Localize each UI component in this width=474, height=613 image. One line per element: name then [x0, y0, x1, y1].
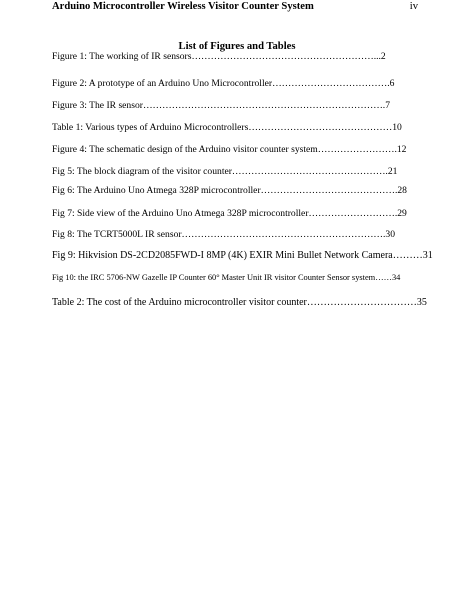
running-header-title: Arduino Microcontroller Wireless Visitor Counter System: [52, 1, 314, 12]
list-entry-fig-6: Fig 6: The Arduino Uno Atmega 328P microcontroller…………………………………….28: [52, 185, 407, 196]
list-entry-fig-8: Fig 8: The TCRT5000L IR sensor……………………………………………………….30: [52, 229, 396, 240]
list-entry-fig-10: Fig 10: the IRC 5706-NW Gazelle IP Counter 60° Master Unit IR visitor Counter Sensor system……34: [52, 273, 401, 282]
list-entry-figure-2: Figure 2: A prototype of an Arduino Uno Microcontroller……………………………….6: [52, 78, 395, 89]
list-entry-table-1: Table 1: Various types of Arduino Microcontrollers………………………………………10: [52, 122, 402, 133]
list-entry-figure-4: Figure 4: The schematic design of the Arduino visitor counter system…………………….12: [52, 144, 407, 155]
list-entry-fig-7: Fig 7: Side view of the Arduino Uno Atmega 328P microcontroller……………………….29: [52, 208, 407, 219]
list-of-figures-title: List of Figures and Tables: [178, 41, 296, 52]
list-entry-fig-5: Fig 5: The block diagram of the visitor counter………………………………………….21: [52, 166, 398, 177]
page-number: iv: [409, 1, 418, 12]
list-entry-table-2: Table 2: The cost of the Arduino microcontroller visitor counter……………………………35: [52, 297, 427, 308]
list-entry-figure-1: Figure 1: The working of IR sensors…………………………………………………...2: [52, 51, 386, 62]
list-entry-fig-9: Fig 9: Hikvision DS-2CD2085FWD-I 8MP (4K) EXIR Mini Bullet Network Camera………31: [52, 250, 433, 261]
list-entry-figure-3: Figure 3: The IR sensor………………………………………………………………….7: [52, 100, 390, 111]
